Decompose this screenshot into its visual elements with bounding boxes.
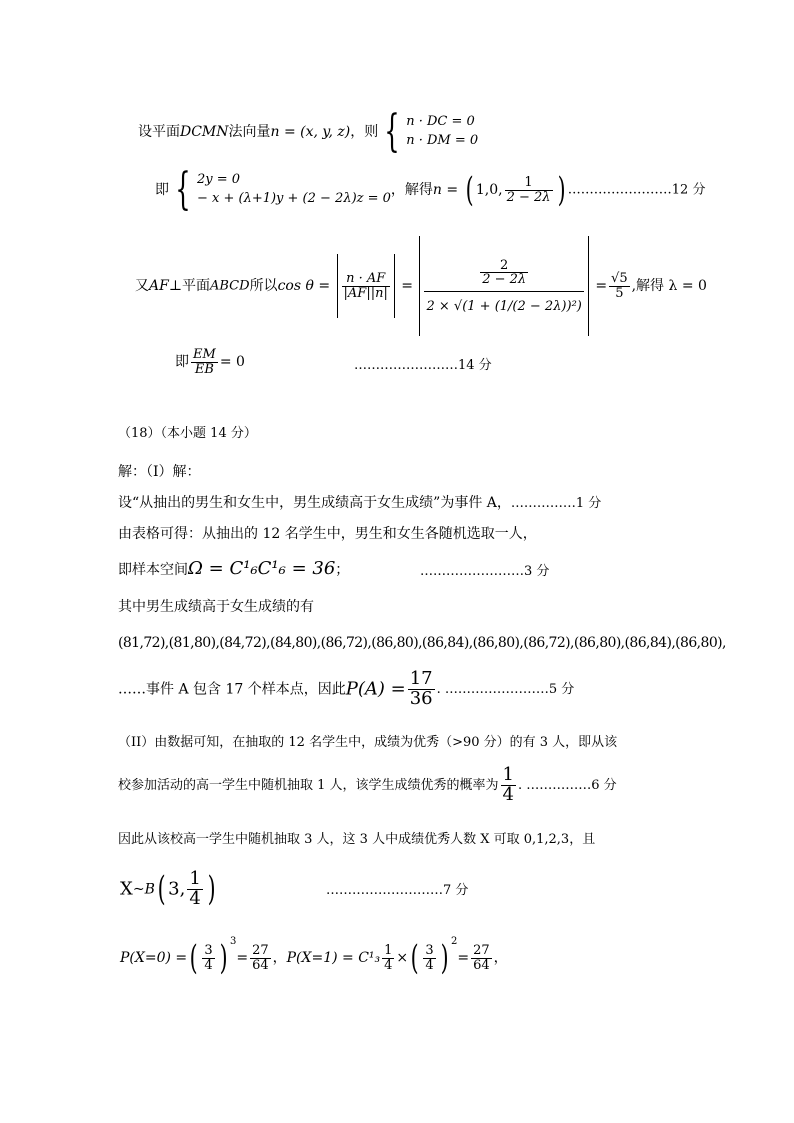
score-line (326, 884, 468, 897)
fraction (501, 766, 516, 805)
score: 5 分 (548, 681, 575, 697)
score-dots: …………………… (354, 358, 458, 373)
score: 6 分 (591, 777, 617, 793)
numerator: 17 (409, 668, 433, 689)
denominator: 5 (615, 285, 624, 301)
score: 12 分 (671, 182, 706, 198)
score: 3 分 (524, 564, 550, 579)
separator: ， (493, 950, 508, 966)
denominator: 2 − 2λ (506, 189, 551, 205)
left-paren-icon: ( (465, 170, 474, 210)
probability-expr: P(A) = (345, 678, 406, 700)
sample-space: Ω = C¹₆C¹₆ = 36 (188, 558, 336, 579)
denominator: 4 (384, 957, 393, 973)
text: 所以 (249, 278, 278, 294)
vector-n: n = (x, y, z) (270, 124, 351, 140)
fraction (471, 944, 492, 972)
numerator: 1 (189, 868, 201, 889)
left-paren-icon: ( (410, 938, 419, 978)
equals: = (595, 278, 608, 294)
score-dots: …………… (510, 496, 576, 511)
score-dots: ……………………… (326, 883, 443, 898)
solution-heading: 解：（Ⅰ）解： (118, 464, 201, 480)
text: 法向量 (228, 124, 271, 140)
exponent: 3 (229, 936, 237, 947)
denominator: 64 (473, 957, 490, 973)
text: 即 (155, 182, 169, 198)
denominator: 4 (204, 957, 213, 973)
text: ； (335, 562, 350, 578)
line-solve-n (155, 164, 706, 215)
denominator: 36 (409, 687, 433, 709)
score-line (354, 359, 492, 372)
plane-name: DCMN (180, 124, 229, 140)
numerator: 1 (384, 942, 393, 958)
question-heading: （18）（本小题 14 分） (118, 426, 257, 441)
fraction (423, 944, 435, 972)
numerator: 27 (473, 942, 490, 958)
vector-components: 1,0, (475, 182, 503, 198)
sample-points: (81,72),(81,80),(84,72),(84,80),(86,72),(86,80),(86,84),(86,80),(86,72),(86,80),(86,84),(86,80), (118, 635, 726, 651)
left-brace-icon: { (384, 106, 400, 157)
tilde: ~ (132, 881, 145, 898)
paragraph: （II）由数据可知，在抽取的 12 名学生中，成绩为优秀（>90 分）的有 3 人，即从该 (118, 735, 618, 750)
equation-system (406, 113, 478, 151)
denominator: 2 − 2λ (482, 272, 527, 288)
numerator: √5 (611, 270, 628, 286)
abs-bar (588, 236, 589, 336)
numerator: 3 (204, 942, 213, 958)
binomial-b: B (144, 881, 155, 898)
paragraph (118, 766, 617, 805)
equals: = (457, 950, 470, 966)
denominator: 4 (189, 887, 201, 909)
fraction (191, 348, 218, 376)
score-dots: . …………………… (436, 681, 549, 697)
fraction (342, 272, 390, 300)
abs-bar (419, 236, 420, 336)
plane-name: ABCD (210, 278, 250, 294)
score-dots: . …………… (518, 777, 592, 793)
exponent: 2 (450, 936, 458, 947)
text: ，解得 (390, 182, 433, 198)
paragraph (118, 670, 574, 709)
denominator: EB (194, 361, 214, 377)
fraction (202, 944, 214, 972)
text: ……事件 A 包含 17 个样本点，因此 (118, 681, 346, 698)
fraction (480, 259, 528, 287)
score-dots: …………………… (420, 564, 524, 579)
score: 7 分 (443, 883, 469, 898)
left-paren-icon: ( (189, 938, 198, 978)
numerator: 3 (425, 942, 434, 958)
score: 14 分 (458, 358, 492, 373)
text: ,解得 λ = 0 (631, 278, 707, 294)
fraction (609, 272, 630, 300)
numerator: 27 (252, 942, 269, 958)
denominator: |AF||n| (343, 285, 388, 301)
line-cos-theta (135, 236, 707, 336)
left-brace-icon: { (175, 164, 191, 215)
equation: n · DC = 0 (406, 114, 475, 130)
denominator: 4 (425, 957, 434, 973)
equation: n · DM = 0 (406, 133, 479, 148)
binomial-n: 3, (168, 878, 186, 900)
equation: − x + (λ+1)y + (2 − 2λ)z = 0 (197, 191, 391, 206)
text: 即样本空间 (118, 562, 188, 578)
text: 设“从抽出的男生和女生中，男生成绩高于女生成绩”为事件 A， (118, 495, 511, 511)
vector-n: n = (432, 182, 463, 198)
left-paren-icon: ( (157, 869, 166, 910)
right-paren-icon: ) (557, 170, 566, 210)
fraction (250, 944, 271, 972)
score: 1 分 (575, 496, 602, 511)
fraction (424, 259, 583, 314)
numerator: 2 (480, 259, 528, 274)
text: 校参加活动的高一学生中随机抽取 1 人，该学生成绩优秀的概率为 (118, 777, 499, 793)
fraction (408, 670, 435, 709)
denominator: 2 × √(1 + (1/(2 − 2λ))²) (426, 298, 582, 314)
numerator: 1 (502, 764, 514, 785)
probability-expr: P(X=0) = (120, 950, 188, 966)
paragraph: 其中男生成绩高于女生成绩的有 (118, 599, 314, 615)
separator: ， (272, 950, 287, 966)
paragraph: 由表格可得：从抽出的 12 名学生中，男生和女生各随机选取一人， (118, 526, 537, 542)
abs-bar (337, 254, 338, 318)
score-line (420, 565, 549, 578)
probability-expr: P(X=1) = C¹₃ (286, 950, 381, 966)
equation-system (197, 171, 391, 209)
paragraph (118, 560, 349, 578)
line-af: AF (149, 278, 169, 294)
denominator: 64 (252, 957, 269, 973)
line-normal-vector (138, 106, 479, 157)
abs-bar (394, 254, 395, 318)
equation: 2y = 0 (197, 172, 241, 188)
equals: = (236, 950, 249, 966)
probability-line (120, 936, 508, 978)
right-paren-icon: ) (219, 938, 228, 978)
variable-x: X (120, 878, 133, 900)
right-paren-icon: ) (440, 938, 449, 978)
equals: = (401, 278, 414, 294)
fraction (505, 176, 553, 204)
numerator (424, 259, 583, 292)
distribution-line (120, 870, 218, 909)
text: 即 (175, 354, 189, 371)
right-paren-icon: ) (207, 869, 216, 910)
numerator: n · AF (342, 272, 390, 287)
text: 设平面 (138, 124, 180, 140)
numerator: EM (193, 347, 216, 362)
text: ⊥平面 (168, 278, 210, 294)
cos-expression: cos θ = (277, 278, 331, 294)
denominator: 4 (502, 783, 514, 805)
paragraph (118, 496, 601, 510)
text: ，则 (350, 124, 379, 140)
score-dots: …………………… (567, 182, 672, 198)
times: × (396, 950, 409, 966)
text: 又 (135, 278, 149, 294)
text: = 0 (219, 354, 245, 371)
line-em-eb (175, 348, 245, 376)
numerator: 1 (505, 176, 553, 191)
fraction (382, 944, 394, 972)
paragraph: 因此从该校高一学生中随机抽取 3 人，这 3 人中成绩优秀人数 X 可取 0,1,2,3，且 (118, 832, 596, 847)
fraction (187, 870, 202, 909)
